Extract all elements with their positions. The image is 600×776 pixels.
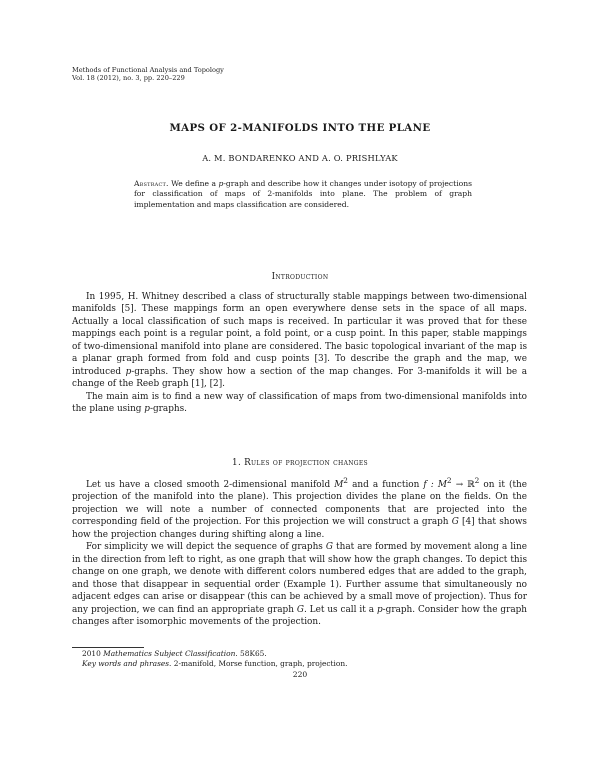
journal-name: Methods of Functional Analysis and Topology [72, 66, 224, 74]
page-number: 220 [292, 670, 308, 679]
intro-p2-end: -graphs. [149, 404, 187, 415]
footnote-msc [72, 649, 527, 659]
abstract-label: Abstract. [134, 179, 169, 188]
paper-authors: A. M. BONDARENKO AND A. O. PRISHLYAK [202, 153, 398, 163]
footnote-msc-label: Mathematics Subject Classification. [103, 649, 238, 658]
intro-paragraph-1 [72, 291, 527, 391]
footnotes [72, 649, 527, 669]
journal-volume: Vol. 18 (2012), no. 3, pp. 220–229 [72, 74, 185, 83]
section-1-heading: 1. Rules of projection changes [232, 458, 368, 468]
s1p1-sup-2: 2 [446, 476, 452, 485]
intro-p2-text: The main aim is to find a new way of classification of maps from two-dimensional manifolds into the plane using [72, 391, 527, 415]
s1p1-c: → ℝ [451, 479, 475, 490]
s1p2-g2: G [296, 604, 304, 615]
s1p2-c: . Let us call it a [303, 604, 377, 615]
s1p1-e: [4] that shows how the projection changes during shifting along a line. [72, 517, 527, 540]
intro-p1-p: p [125, 366, 132, 377]
paper-title: MAPS OF 2-MANIFOLDS INTO THE PLANE [169, 122, 431, 134]
section-1-paragraph-2 [72, 541, 527, 628]
s1p2-g: G [325, 542, 333, 553]
introduction-body [72, 291, 527, 416]
intro-paragraph-2 [72, 391, 527, 416]
footnote-msc-year: 2010 [82, 649, 104, 658]
s1p2-d: -graph. Consider how the graph changes after isomorphic movements of the projection. [72, 604, 528, 627]
section-1-body [72, 475, 527, 628]
s1p1-m: M [334, 479, 344, 490]
s1p2-p: p [376, 604, 383, 615]
footnote-kw-label: Key words and phrases. [82, 659, 172, 668]
s1p2-b: that are formed by movement along a line in the direction from left to right, as one graph that will show how the graph changes. To depict this change on one graph, we denote with different colors numbered edges that are added to the graph, and those that disappear in sequential order (Example 1). Further assume that simultaneously no adjacent edges can arise or disappear (this can be achieved by a small move of projection). Thus for any projection, we can find an appropriate graph [72, 542, 527, 615]
abstract [134, 179, 472, 210]
intro-p1-end: -graphs. They show how a section of the map changes. For 3-manifolds it will be a change of the Reeb graph [1], [2]. [72, 366, 527, 390]
journal-header [72, 66, 224, 83]
abstract-text-2: -graph and describe how it changes under isotopy of projections for classification of maps of 2-manifolds into plane. The problem of graph implementation and maps classification are considered. [134, 179, 473, 209]
s1p1-f: f : M [423, 479, 447, 490]
footnote-divider [72, 647, 144, 648]
footnote-msc-value: 58K65. [237, 649, 267, 658]
s1p1-g: G [451, 517, 459, 528]
s1p1-sup-3: 2 [474, 476, 480, 485]
footnote-kw-value: 2-manifold, Morse function, graph, projection. [171, 659, 348, 668]
introduction-heading: Introduction [271, 272, 329, 282]
s1p1-sup-1: 2 [343, 476, 349, 485]
abstract-text-1: We define a [168, 179, 219, 188]
abstract-p: p [218, 179, 224, 188]
section-1-paragraph-1 [72, 475, 527, 541]
s1p1-d: on it (the projection of the manifold into the plane). This projection divides the plane on the fields. On the projection we will note a number of connected components that are projected into the corresponding field of the projection. For this projection we will construct a graph [72, 479, 527, 528]
s1p1-b: and a function [348, 479, 424, 490]
footnote-keywords [72, 659, 527, 669]
s1p2-a: For simplicity we will depict the sequence of graphs [86, 542, 326, 553]
intro-p2-p: p [144, 404, 150, 415]
intro-p1-text: In 1995, H. Whitney described a class of structurally stable mappings between two-dimensional manifolds [5]. These mappings form an open everywhere dense sets in the space of all maps. Actually a local classification of such maps is received. In particular it was proved that for these mappings each point is a regular point, a fold point, or a cusp point. In this paper, stable mappings of two-dimensional manifold into plane are considered. The basic topological invariant of the map is a planar graph formed from fold and cusp points [3]. To describe the graph and the map, we introduced [72, 292, 527, 377]
s1p1-a: Let us have a closed smooth 2-dimensional manifold [86, 479, 335, 490]
